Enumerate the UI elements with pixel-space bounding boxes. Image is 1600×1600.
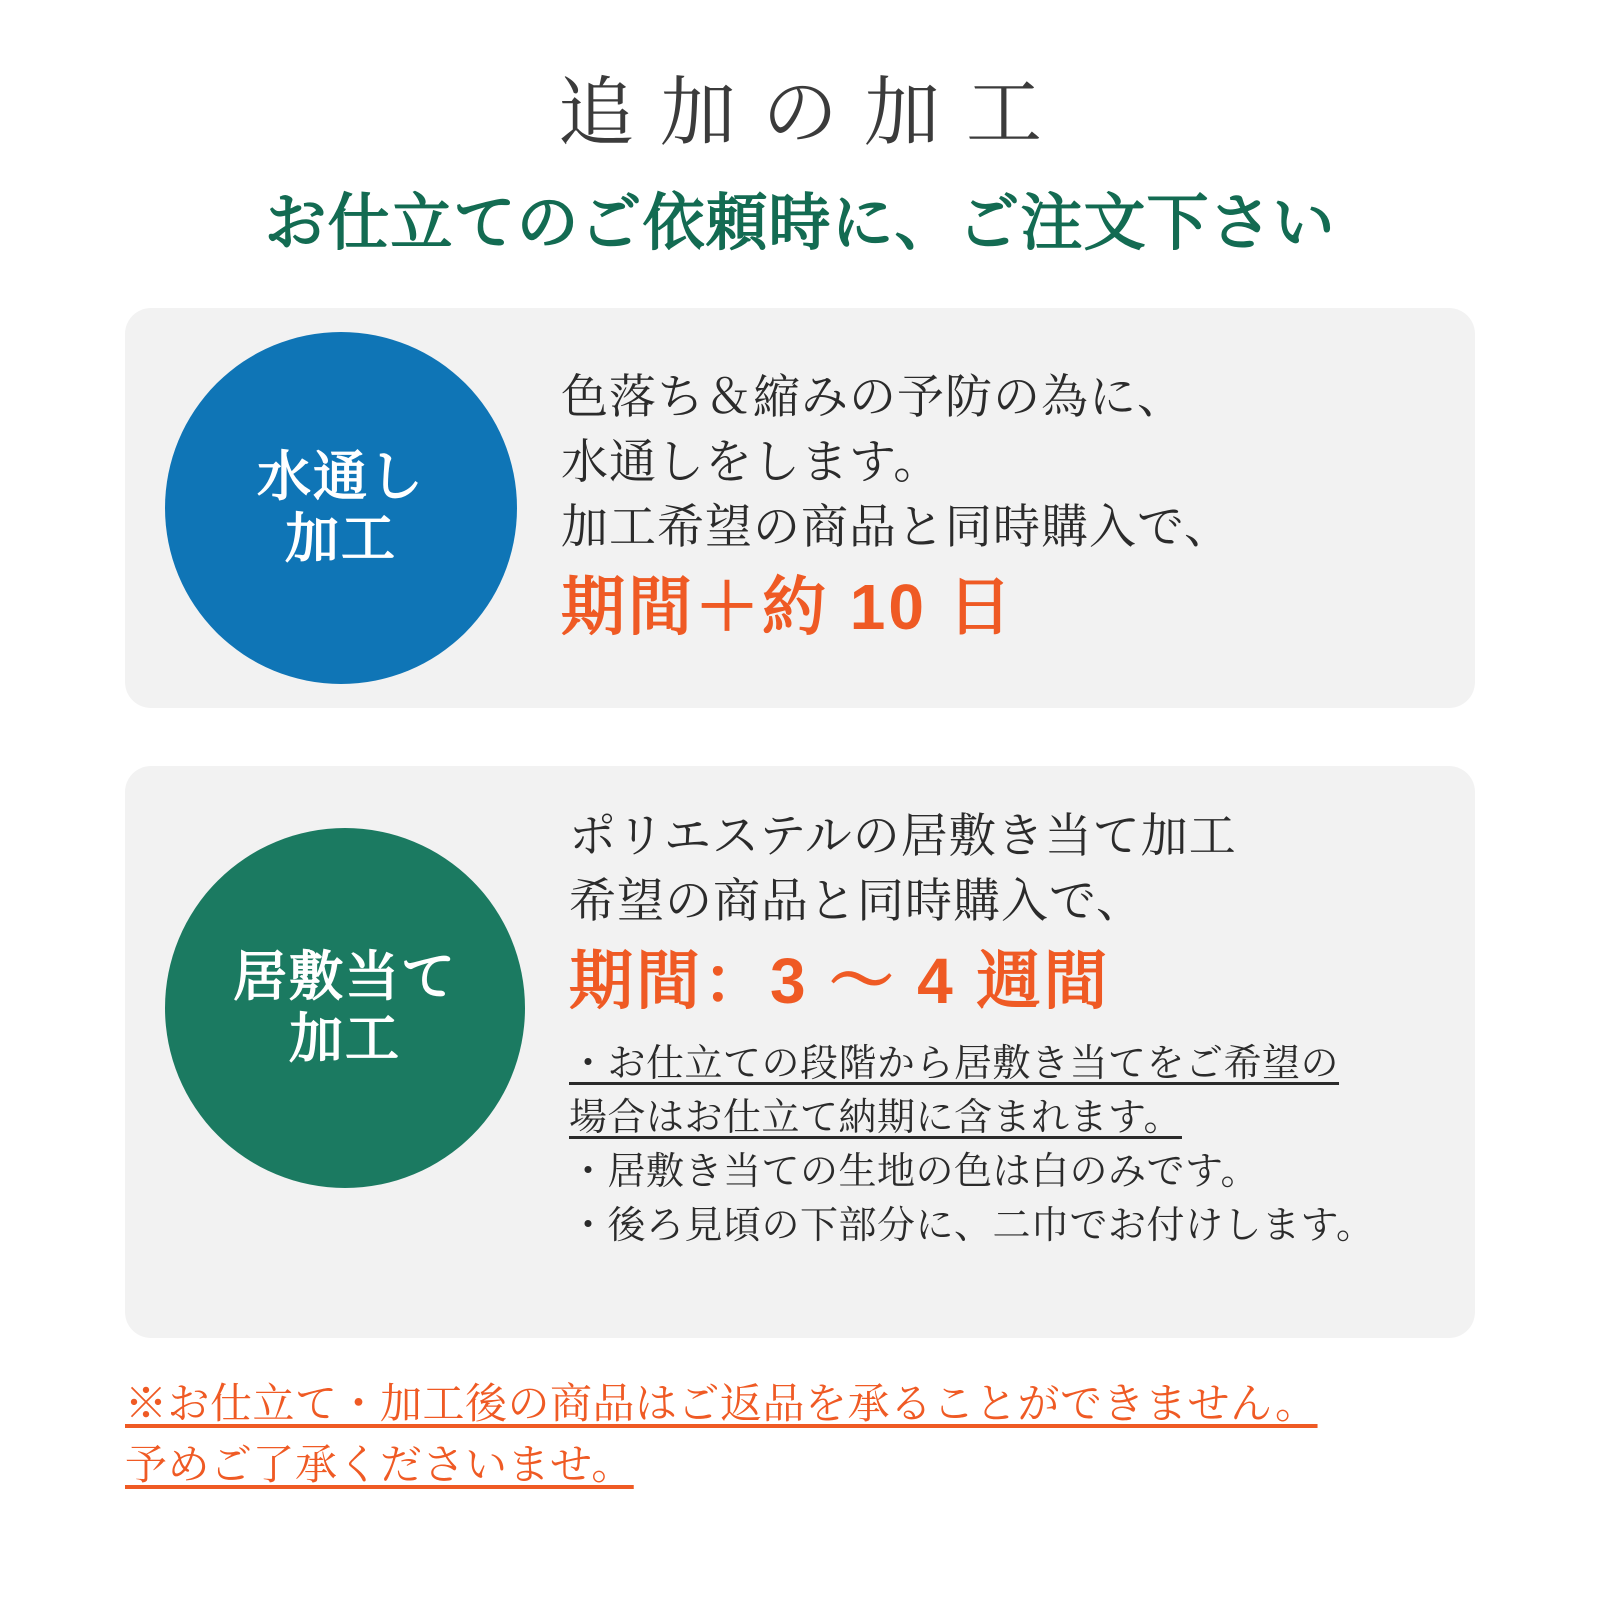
badge-label-line2: 加工 bbox=[285, 508, 397, 569]
footer-line-1: ※お仕立て・加工後の商品はご返品を承ることができません。 bbox=[125, 1379, 1318, 1427]
card-shiki-body bbox=[525, 766, 1455, 1254]
badge-label-line1: 居敷当て bbox=[233, 946, 457, 1007]
page-subtitle: お仕立てのご依頼時に、ご注文下さい bbox=[264, 189, 1336, 259]
badge-shiki-processing bbox=[165, 828, 525, 1188]
badge-label-line1: 水通し bbox=[257, 446, 425, 507]
card-water-line-2: 水通しをします。 bbox=[561, 435, 942, 489]
card-water-highlight: 期間＋約 10 日 bbox=[561, 570, 1015, 643]
page-title: 追加の加工 bbox=[558, 71, 1068, 156]
card-water-line-3: 加工希望の商品と同時購入で、 bbox=[561, 500, 1233, 554]
footer-disclaimer bbox=[125, 1374, 1475, 1496]
badge-label-line2: 加工 bbox=[289, 1008, 401, 1069]
card-shiki-note-3: ・居敷き当ての生地の色は白のみです。 bbox=[569, 1150, 1259, 1193]
card-shiki-note-4: ・後ろ見頃の下部分に、二巾でお付けします。 bbox=[569, 1204, 1375, 1247]
card-water-body bbox=[517, 365, 1455, 650]
card-water-line-1: 色落ち＆縮みの予防の為に、 bbox=[561, 370, 1185, 424]
card-shiki-highlight: 期間：3 〜 4 週間 bbox=[569, 944, 1111, 1017]
footer-line-2: 予めご了承くださいませ。 bbox=[125, 1440, 634, 1488]
card-water-processing bbox=[125, 308, 1475, 708]
card-shiki-processing bbox=[125, 766, 1475, 1338]
card-shiki-notes bbox=[569, 1038, 1455, 1254]
badge-water-processing bbox=[165, 332, 517, 684]
card-shiki-line-1: ポリエステルの居敷き当て加工 bbox=[569, 808, 1237, 862]
card-shiki-line-2: 希望の商品と同時購入で、 bbox=[569, 873, 1145, 927]
card-shiki-note-2: 場合はお仕立て納期に含まれます。 bbox=[569, 1096, 1182, 1139]
card-shiki-note-1: ・お仕立ての段階から居敷き当てをご希望の bbox=[569, 1042, 1340, 1085]
